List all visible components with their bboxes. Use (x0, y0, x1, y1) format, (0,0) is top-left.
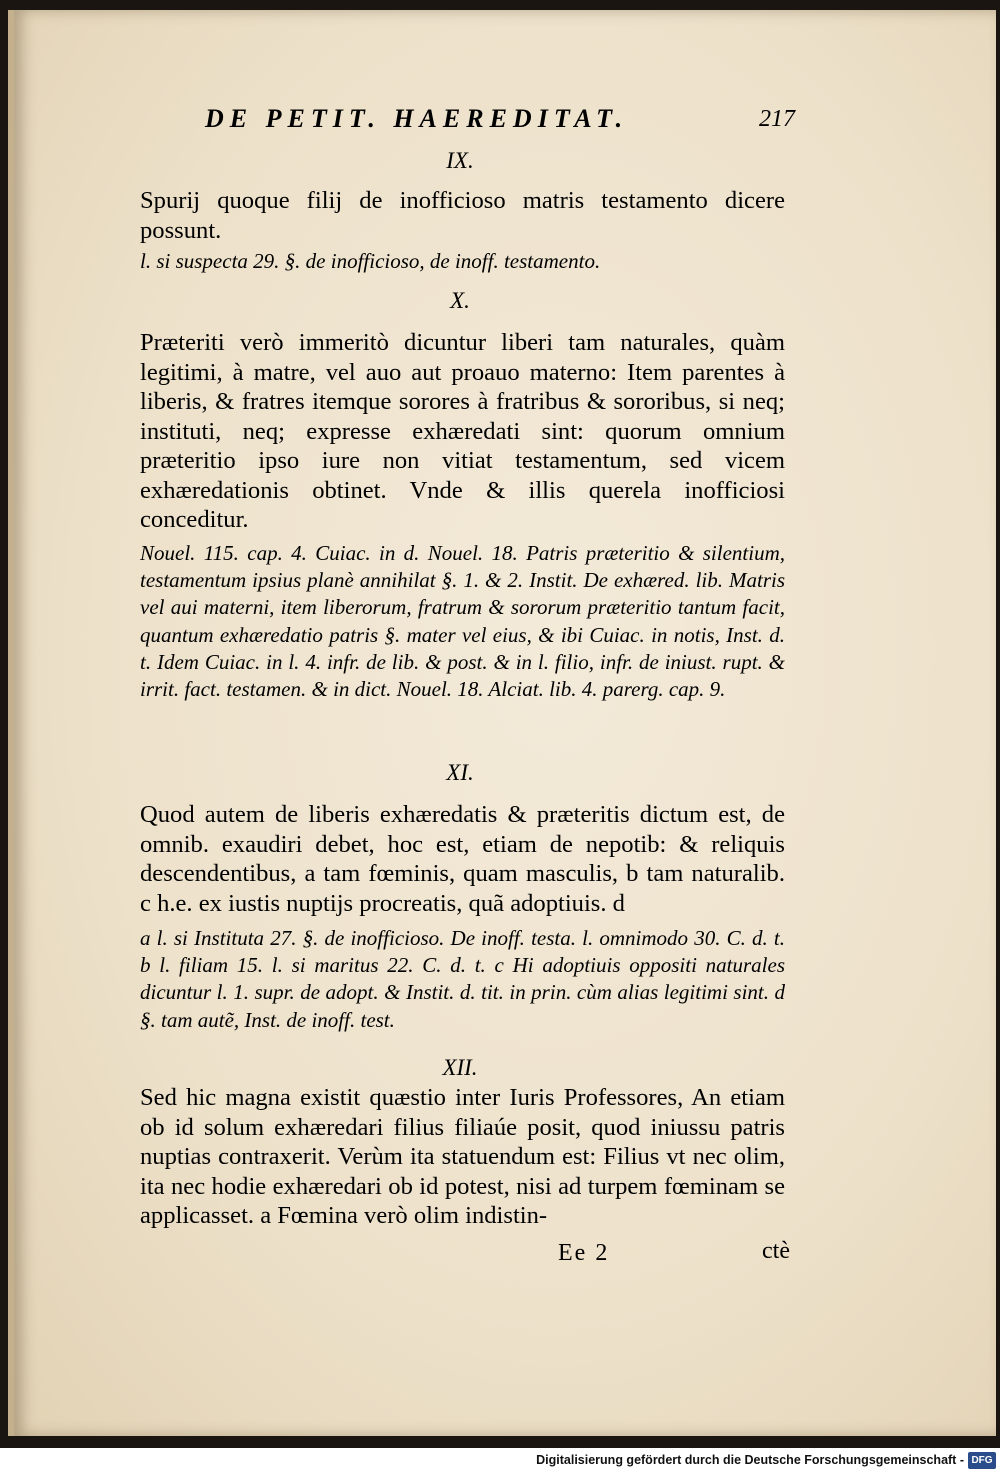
paragraph-ix: Spurij quoque filij de inofficioso matris testamento dicere possunt. (140, 187, 785, 244)
section-number-x: X. (450, 288, 470, 313)
paragraph-xi: Quod autem de liberis exhæredatis & præteritis dictum est, de omnib. exaudiri debet, hoc est, etiam de nepotib: & reliquis descendentibus, a tam fœminis, quam masculis, b tam naturalib. c h.e. ex iustis nuptijs procreatis, quã adoptiuis. d (140, 801, 785, 917)
dfg-logo-icon: DFG (968, 1452, 996, 1469)
page-number: 217 (759, 106, 795, 132)
section-number-ix: IX. (446, 148, 474, 173)
footer-bar (0, 1448, 1000, 1474)
note-x: Nouel. 115. cap. 4. Cuiac. in d. Nouel. 18. Patris præteritio & silentium, testamentum ipsius planè annihilat §. 1. & 2. Instit. De exhæred. lib. Matris vel aui materni, item liberorum, fratrum & sororum præteritio tantum facit, quantum exhæredatio patris §. mater vel eius, & ibi Cuiac. in notis, Inst. d. t. Idem Cuiac. in l. 4. infr. de lib. & post. & in l. filio, infr. de iniust. rupt. & irrit. fact. testamen. & in dict. Nouel. 18. Alciat. lib. 4. parerg. cap. 9. (140, 541, 785, 702)
note-xi: a l. si Instituta 27. §. de inofficioso. De inoff. testa. l. omnimodo 30. C. d. t. b l. filiam 15. l. si maritus 22. C. d. t. c Hi adoptiuis oppositi naturales dicuntur l. 1. supr. de adopt. & Instit. d. tit. in prin. cùm alias legitimi sint. d §. tam autẽ, Inst. de inoff. test. (140, 926, 785, 1032)
signature-mark: Ee 2 (558, 1240, 610, 1266)
section-number-xii: XII. (442, 1055, 478, 1080)
paragraph-x: Præteriti verò immeritò dicuntur liberi tam naturales, quàm legitimi, à matre, vel auo aut proauo materno: Item parentes à liberis, & fratres itemque sorores à fratribus & sororibus, si neq; instituti, neq; expresse exhæredati sint: quorum omnium præteritio ipso iure non vitiat testamentum, sed vicem exhæredationis obtinet. Vnde & illis querela inofficiosi conceditur. (140, 329, 785, 533)
running-head (205, 104, 795, 138)
running-title: DE PETIT. HAEREDITAT. (205, 104, 629, 133)
section-number-xi: XI. (446, 760, 474, 785)
footer-credit: Digitalisierung gefördert durch die Deutsche Forschungsgemeinschaft - (536, 1453, 964, 1467)
note-ix: l. si suspecta 29. §. de inofficioso, de inoff. testamento. (140, 249, 601, 273)
catchword: ctè (762, 1238, 790, 1264)
paragraph-xii: Sed hic magna existit quæstio inter Iuris Professores, An etiam ob id solum exhæredari filius filiaúe posit, quod iniussu patris nuptias contraxerit. Verùm ita statuendum est: Filius vt nec olim, ita nec hodie exhæredari ob id potest, nisi ad turpem fœminam se applicasset. a Fœmina verò olim indistin- (140, 1084, 785, 1229)
